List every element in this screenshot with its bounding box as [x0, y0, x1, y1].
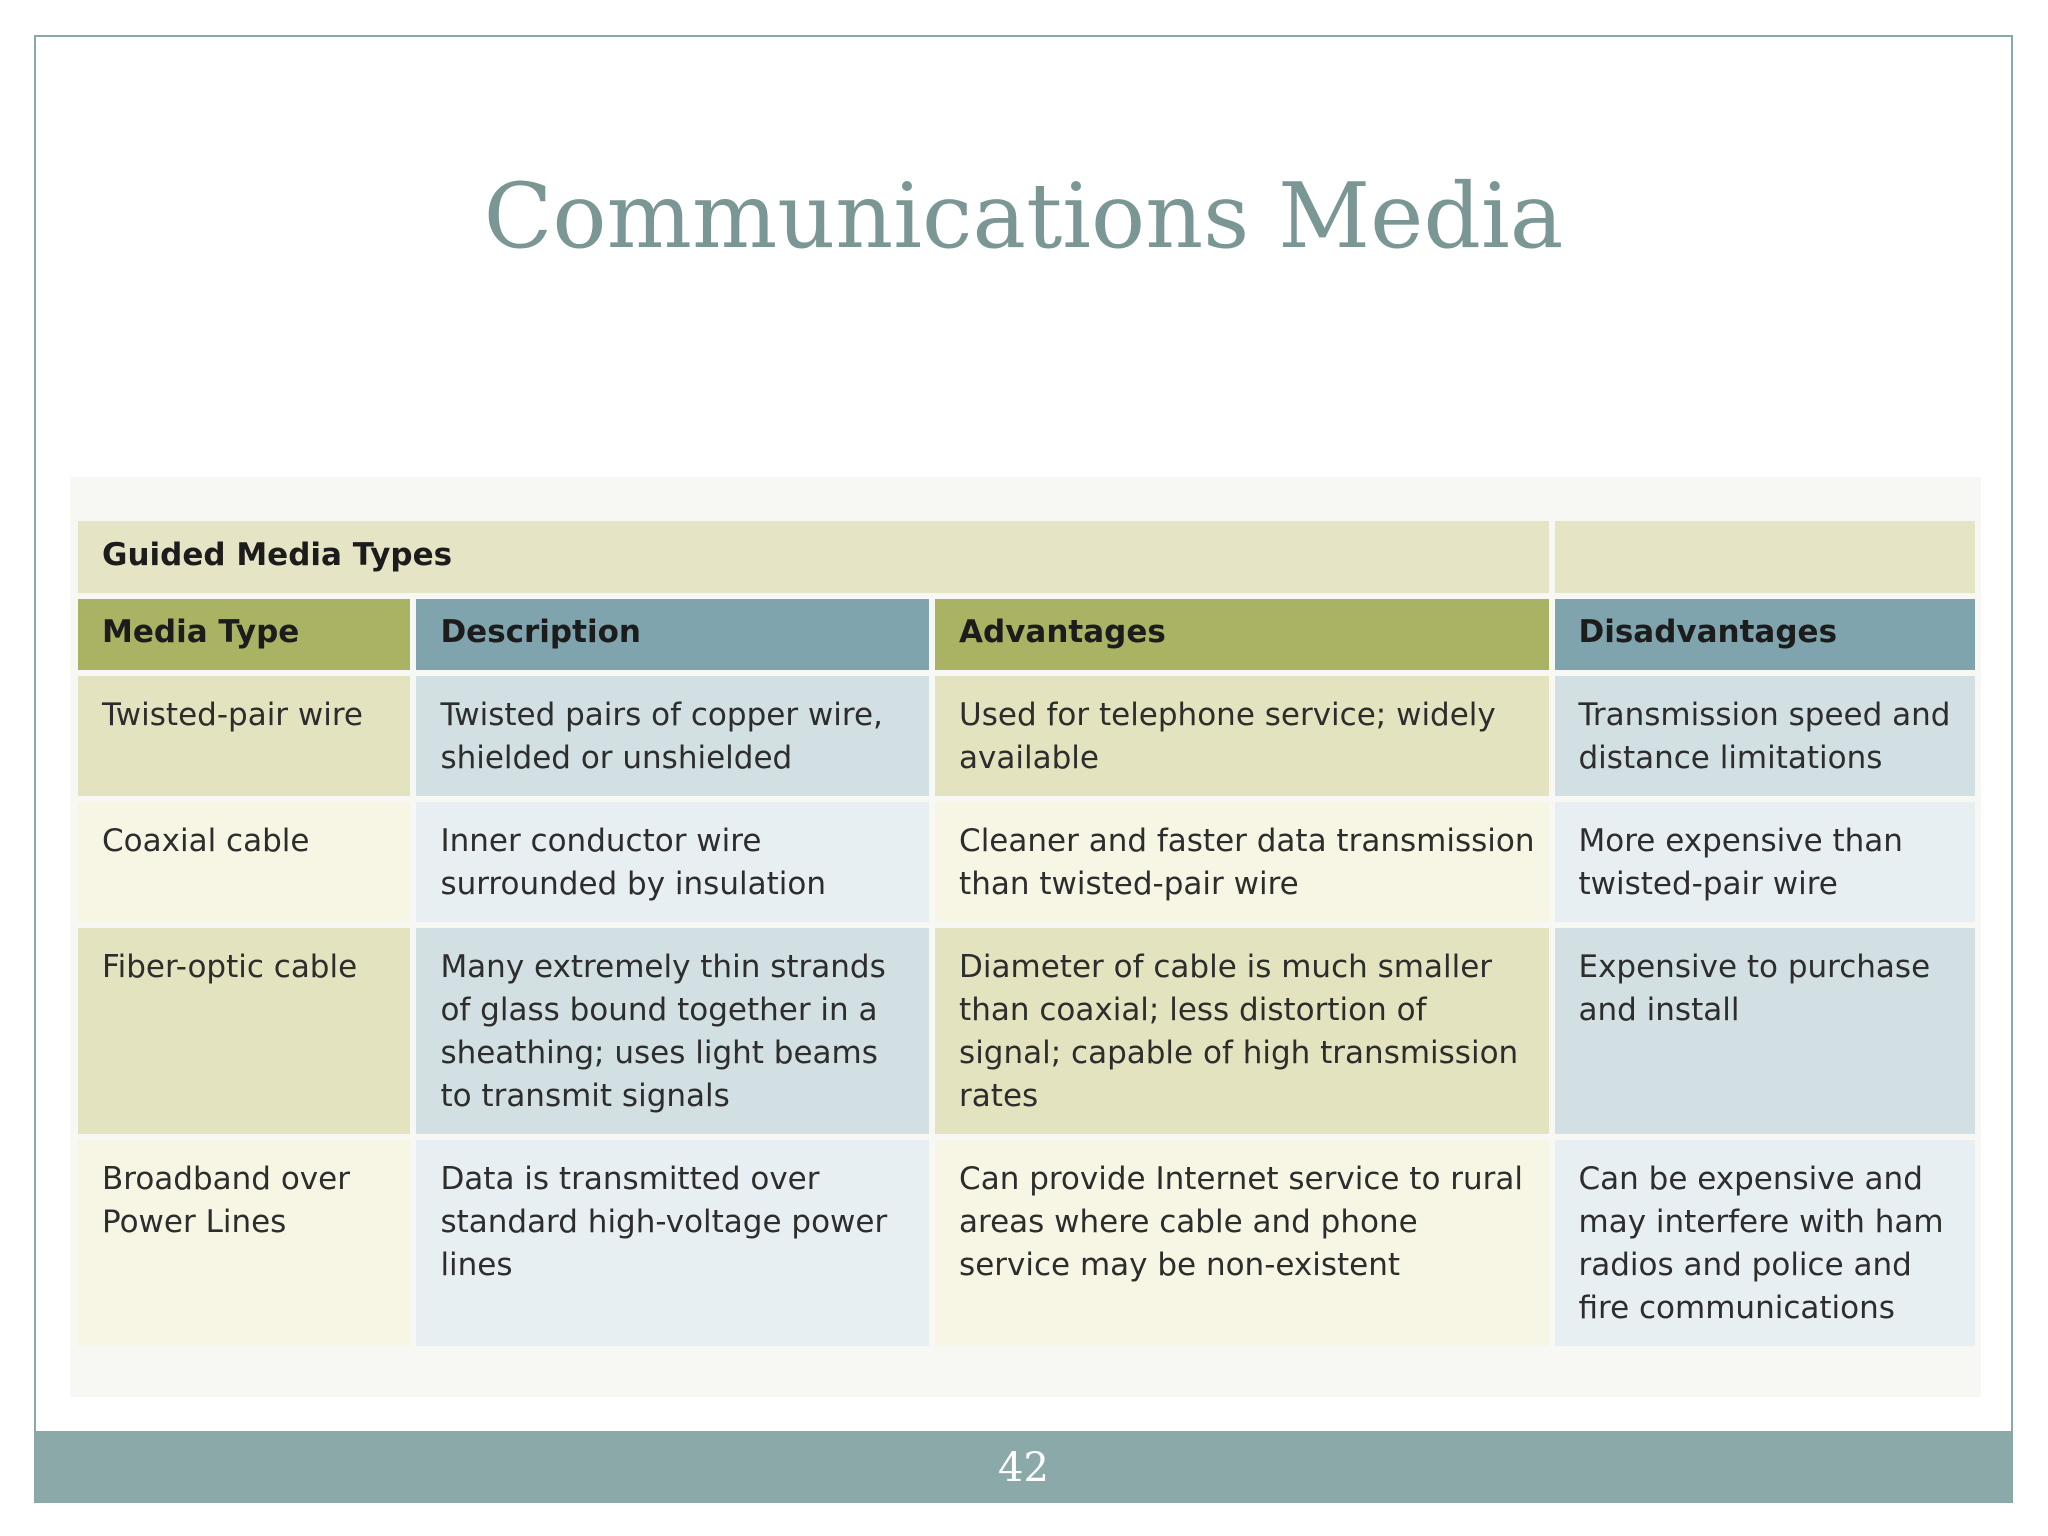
guided-media-table-figure: [70, 477, 1981, 1397]
page-number: 42: [998, 1445, 1049, 1491]
cell-advantages: Diameter of cable is much smaller than coaxial; less distortion of signal; capable of high transmission rates: [935, 928, 1548, 1134]
cell-description: Inner conductor wire surrounded by insulation: [416, 802, 929, 922]
table-caption-row: [78, 521, 1975, 593]
cell-advantages: Used for telephone service; widely available: [935, 676, 1548, 796]
cell-media-type: Fiber-optic cable: [78, 928, 410, 1134]
slide-title: Communications Media: [483, 164, 1564, 269]
table-header-row: [78, 599, 1975, 670]
header-description: Description: [416, 599, 929, 670]
cell-media-type: Broadband over Power Lines: [78, 1140, 410, 1346]
cell-disadvantages: Transmission speed and distance limitations: [1555, 676, 1976, 796]
cell-advantages: Cleaner and faster data transmission than twisted-pair wire: [935, 802, 1548, 922]
cell-description: Data is transmitted over standard high-voltage power lines: [416, 1140, 929, 1346]
table-caption: Guided Media Types: [78, 521, 1549, 593]
header-disadvantages: Disadvantages: [1555, 599, 1976, 670]
table-row: [78, 802, 1975, 922]
cell-disadvantages: Expensive to purchase and install: [1555, 928, 1976, 1134]
cell-disadvantages: More expensive than twisted-pair wire: [1555, 802, 1976, 922]
header-media-type: Media Type: [78, 599, 410, 670]
cell-media-type: Twisted-pair wire: [78, 676, 410, 796]
cell-description: Many extremely thin strands of glass bound together in a sheathing; uses light beams to transmit signals: [416, 928, 929, 1134]
cell-advantages: Can provide Internet service to rural areas where cable and phone service may be non-existent: [935, 1140, 1548, 1346]
header-advantages: Advantages: [935, 599, 1548, 670]
table-row: [78, 928, 1975, 1134]
cell-media-type: Coaxial cable: [78, 802, 410, 922]
guided-media-table: [72, 515, 1981, 1352]
cell-description: Twisted pairs of copper wire, shielded or unshielded: [416, 676, 929, 796]
cell-disadvantages: Can be expensive and may interfere with ham radios and police and fire communications: [1555, 1140, 1976, 1346]
slide: [34, 35, 2013, 1503]
footer-bar: [36, 1431, 2011, 1501]
table-row: [78, 1140, 1975, 1346]
table-row: [78, 676, 1975, 796]
table-caption-empty-cell: [1555, 521, 1976, 593]
